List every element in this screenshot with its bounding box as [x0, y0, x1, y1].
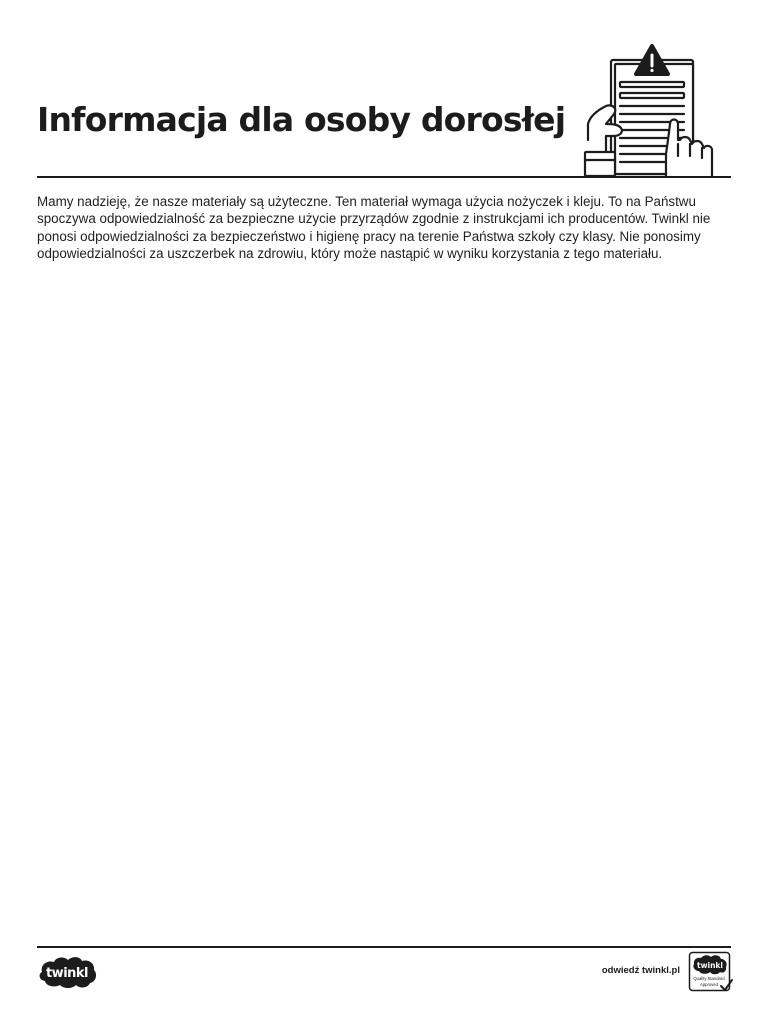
twinkl-logo[interactable] — [36, 954, 98, 990]
twinkl-logo-text: twinkl — [45, 966, 89, 981]
footer-divider — [37, 946, 731, 948]
header-divider — [37, 176, 731, 178]
badge-logo-text: twinkl — [697, 961, 723, 970]
visit-twinkl-link[interactable]: odwiedź twinkl.pl — [601, 965, 680, 976]
quality-standard-badge — [688, 951, 734, 993]
badge-line-1: Quality Standard — [693, 976, 725, 981]
safety-notice-text: Mamy nadzieję, że nasze materiały są użyteczne. Ten materiał wymaga użycia nożyczek i kleju. To na Państwu spoczywa odpowiedzialność za bezpieczne użycie przyrządów zgodnie z instrukcjami ich producentów. Twinkl nie ponosi odpowiedzialności za bezpieczeństwo i higienę pracy na terenie Państwa szkoły czy klasy. Nie ponosimy odpowiedzialności za uszczerbek na zdrowiu, który może nastąpić w wyniku korzystania z tego materiału. — [37, 194, 711, 261]
badge-line-2: Approved — [700, 982, 718, 987]
page-title: Informacja dla osoby dorosłej — [37, 100, 566, 139]
hand-holding-warning-document-icon — [580, 40, 720, 180]
